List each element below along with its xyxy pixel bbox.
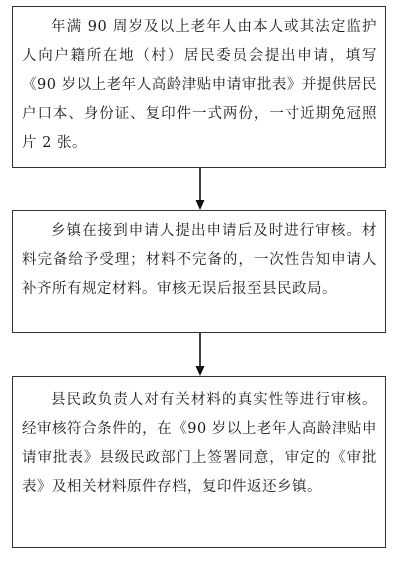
flow-step-2-text: 乡镇在接到申请人提出申请后及时进行审核。材料完备给予受理；材料不完备的，一次性告知申请人补齐所有规定材料。审核无误后报至县民政局。 [22, 223, 377, 297]
flow-step-1-box [12, 6, 386, 168]
down-arrow-2-icon [194, 333, 206, 376]
flow-step-3-text: 县民政负责人对有关材料的真实性等进行审核。经审核符合条件的，在《90 岁以上老年人高龄津贴申请审批表》县级民政部门上签署同意，审定的《审批表》及相关材料原件存档，复印件返还乡镇。 [22, 392, 377, 495]
flow-step-1-text: 年满 90 周岁及以上老年人由本人或其法定监护人向户籍所在地（村）居民委员会提出申请，填写《90 岁以上老年人高龄津贴申请审批表》并提供居民户口本、身份证、复印件一式两份，一寸近期免冠照片 2 张。 [22, 19, 377, 151]
arrow-1-head [196, 200, 205, 210]
flow-step-3-box [12, 376, 386, 548]
arrow-2-svg [194, 333, 206, 376]
arrow-1-svg [194, 168, 206, 210]
down-arrow-1-icon [194, 168, 206, 210]
flow-step-2-box [12, 210, 386, 333]
arrow-2-head [196, 366, 205, 376]
